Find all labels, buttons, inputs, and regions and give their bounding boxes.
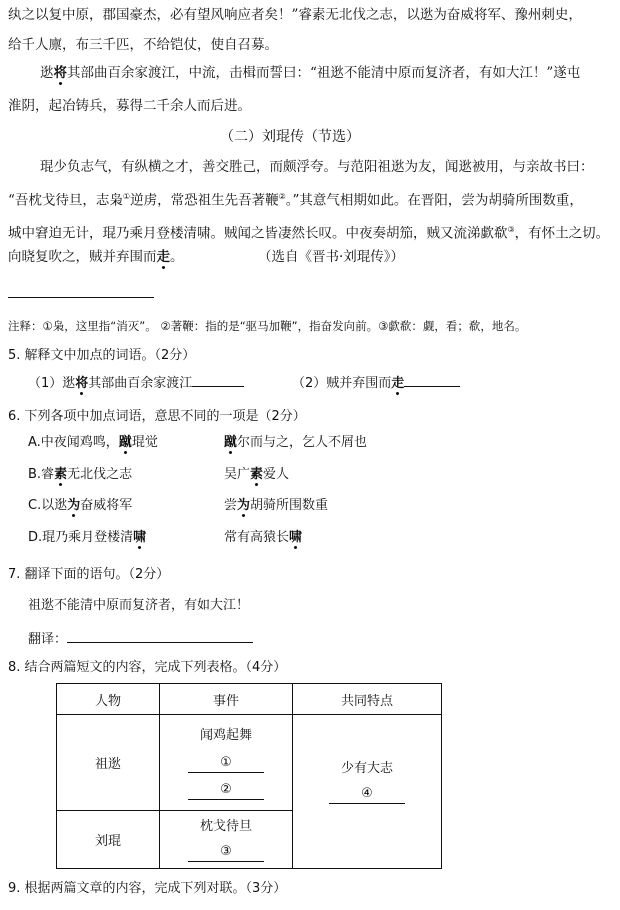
q9-stem: 9. 根据两篇文章的内容，完成下列对联。（3分）: [8, 881, 287, 896]
q6-option-c-left: [28, 497, 132, 515]
q5-text: （1）逖: [28, 376, 76, 391]
q6-text: B.睿: [28, 467, 55, 482]
q6-option-d-left: [28, 529, 146, 547]
q6-text: 尝: [224, 498, 238, 513]
passage2-text: ，有怀土之切。: [514, 225, 610, 242]
header-common: 共同特点: [293, 684, 442, 715]
q6-text: C.以逖: [28, 498, 68, 513]
event-text: 枕戈待旦: [199, 819, 252, 834]
passage1-line3: [40, 64, 580, 82]
passage2-title: （二）刘琨传（节选）: [220, 129, 360, 145]
q6-text: 胡骑所围数重: [250, 498, 329, 513]
passage1-line2: 给千人廪，布三千匹，不给铠仗，使自召募。: [8, 37, 278, 53]
passage2-line4: [8, 248, 184, 266]
dotted-word: 蹴: [224, 435, 238, 450]
translation-blank[interactable]: [67, 628, 253, 643]
q8-table: [56, 683, 442, 869]
q6-text: 琨觉: [131, 435, 158, 450]
q6-option-b-right: [224, 466, 289, 484]
common-cell: [293, 715, 442, 869]
q6-option-d-right: [224, 529, 302, 547]
passage2-text: 。”其意气相期如此。在晋阳，尝为胡骑所围数重，: [285, 192, 583, 209]
q6-text: 吴广: [224, 467, 251, 482]
notes-divider: [8, 297, 154, 298]
passage2-text: 向晓复吹之，贼并弃围而: [8, 249, 157, 265]
q6-stem: 6. 下列各项中加点词语，意思不同的一项是（2分）: [8, 409, 306, 424]
dotted-word: 将: [53, 65, 67, 81]
q5-item2: [292, 372, 460, 393]
table-header-row: [57, 684, 442, 715]
passage2-line1: 琨少负志气，有纵横之才，善交胜己，而颇浮夸。与范阳祖逖为友，闻逖被用，与亲故书曰：: [40, 159, 594, 175]
dotted-word: 啸: [133, 530, 147, 545]
answer-blank[interactable]: [192, 372, 244, 387]
answer-blank[interactable]: [404, 372, 460, 387]
q6-text: 奋威将军: [80, 498, 133, 513]
q7-label: 翻译：: [28, 632, 68, 647]
dotted-word: 为: [67, 498, 81, 513]
passage1-line4: 淮阴，起冶铸兵，募得二千余人而后进。: [8, 98, 251, 114]
passage2-source: （选自《晋书·刘琨传》）: [258, 249, 405, 265]
q6-text: 尔而与之，乞人不屑也: [237, 435, 368, 450]
passage1-text: 逖: [40, 65, 54, 81]
footnote-mark: ①: [122, 192, 131, 201]
q8-stem: 8. 结合两篇短文的内容，完成下列表格。（4分）: [8, 660, 287, 675]
q6-text: A.中夜闻鸡鸣，: [28, 435, 119, 450]
person-cell: 祖逖: [57, 715, 160, 811]
dotted-word: 走: [391, 376, 405, 391]
q6-text: D.琨乃乘月登楼清: [28, 530, 134, 545]
passage2-text: 城中窘迫无计，琨乃乘月登楼清啸。贼闻之皆凄然长叹。中夜奏胡笳，贼又流涕歔欷: [8, 225, 508, 242]
q5-text: 其部曲百余家渡江: [88, 376, 193, 391]
answer-blank-1[interactable]: ①: [188, 754, 264, 773]
q7-answer-line: [28, 628, 253, 649]
footnotes: 注释：①枭，这里指“消灭”。 ②著鞭：指的是“驱马加鞭”，指奋发向前。③歔欷：觑，看；欷，地名。: [8, 319, 527, 333]
footnote-mark: ③: [507, 225, 515, 234]
dotted-word: 素: [54, 467, 68, 482]
passage1-text: 其部曲百余家渡江，中流，击楫而誓曰：“祖逖不能清中原而复济者，有如大江！”遂屯: [67, 65, 581, 81]
dotted-word: 啸: [289, 530, 303, 545]
q7-stem: 7. 翻译下面的语句。（2分）: [8, 567, 170, 582]
passage1-line1: 纨之以复中原，郡国豪杰，必有望风响应者矣！”睿素无北伐之志，以逖为奋威将军、豫州刺史，: [8, 7, 582, 23]
passage2-line3: [8, 221, 609, 243]
event-cell: [160, 715, 293, 811]
passage2-text: 逆虏，常恐祖生先吾著鞭: [130, 192, 279, 209]
table-row: [57, 715, 442, 811]
dotted-word: 为: [237, 498, 251, 513]
common-text: 少有大志: [340, 761, 393, 776]
dotted-word: 将: [75, 376, 89, 391]
q6-option-b-left: [28, 466, 132, 484]
passage2-text: “吾枕戈待旦，志枭: [8, 192, 123, 209]
header-event: 事件: [160, 684, 293, 715]
dotted-word: 素: [250, 467, 264, 482]
event-text: 闻鸡起舞: [199, 727, 252, 743]
answer-blank-4[interactable]: ④: [329, 785, 405, 804]
q6-option-a-right: [224, 434, 367, 452]
q6-option-a-left: [28, 434, 158, 452]
answer-blank-2[interactable]: ②: [188, 781, 264, 800]
q6-text: 常有高猿长: [224, 530, 290, 545]
answer-blank-3[interactable]: ③: [188, 843, 264, 862]
dotted-word: 走: [156, 249, 170, 265]
q7-sentence: 祖逖不能清中原而复济者，有如大江！: [28, 598, 250, 613]
footnote-mark: ②: [278, 192, 286, 201]
dotted-word: 蹴: [118, 435, 132, 450]
passage2-line2: [8, 188, 583, 210]
q6-text: 无北伐之志: [67, 467, 133, 482]
q5-item1: [28, 372, 244, 393]
q5-stem: 5. 解释文中加点的词语。（2分）: [8, 348, 196, 363]
q6-option-c-right: [224, 497, 328, 515]
person-cell: 刘琨: [57, 811, 160, 869]
event-cell: [160, 811, 293, 869]
header-person: 人物: [57, 684, 160, 715]
passage2-text: 。: [170, 249, 184, 265]
q6-text: 爱人: [263, 467, 290, 482]
q5-text: （2）贼并弃围而: [292, 376, 392, 391]
